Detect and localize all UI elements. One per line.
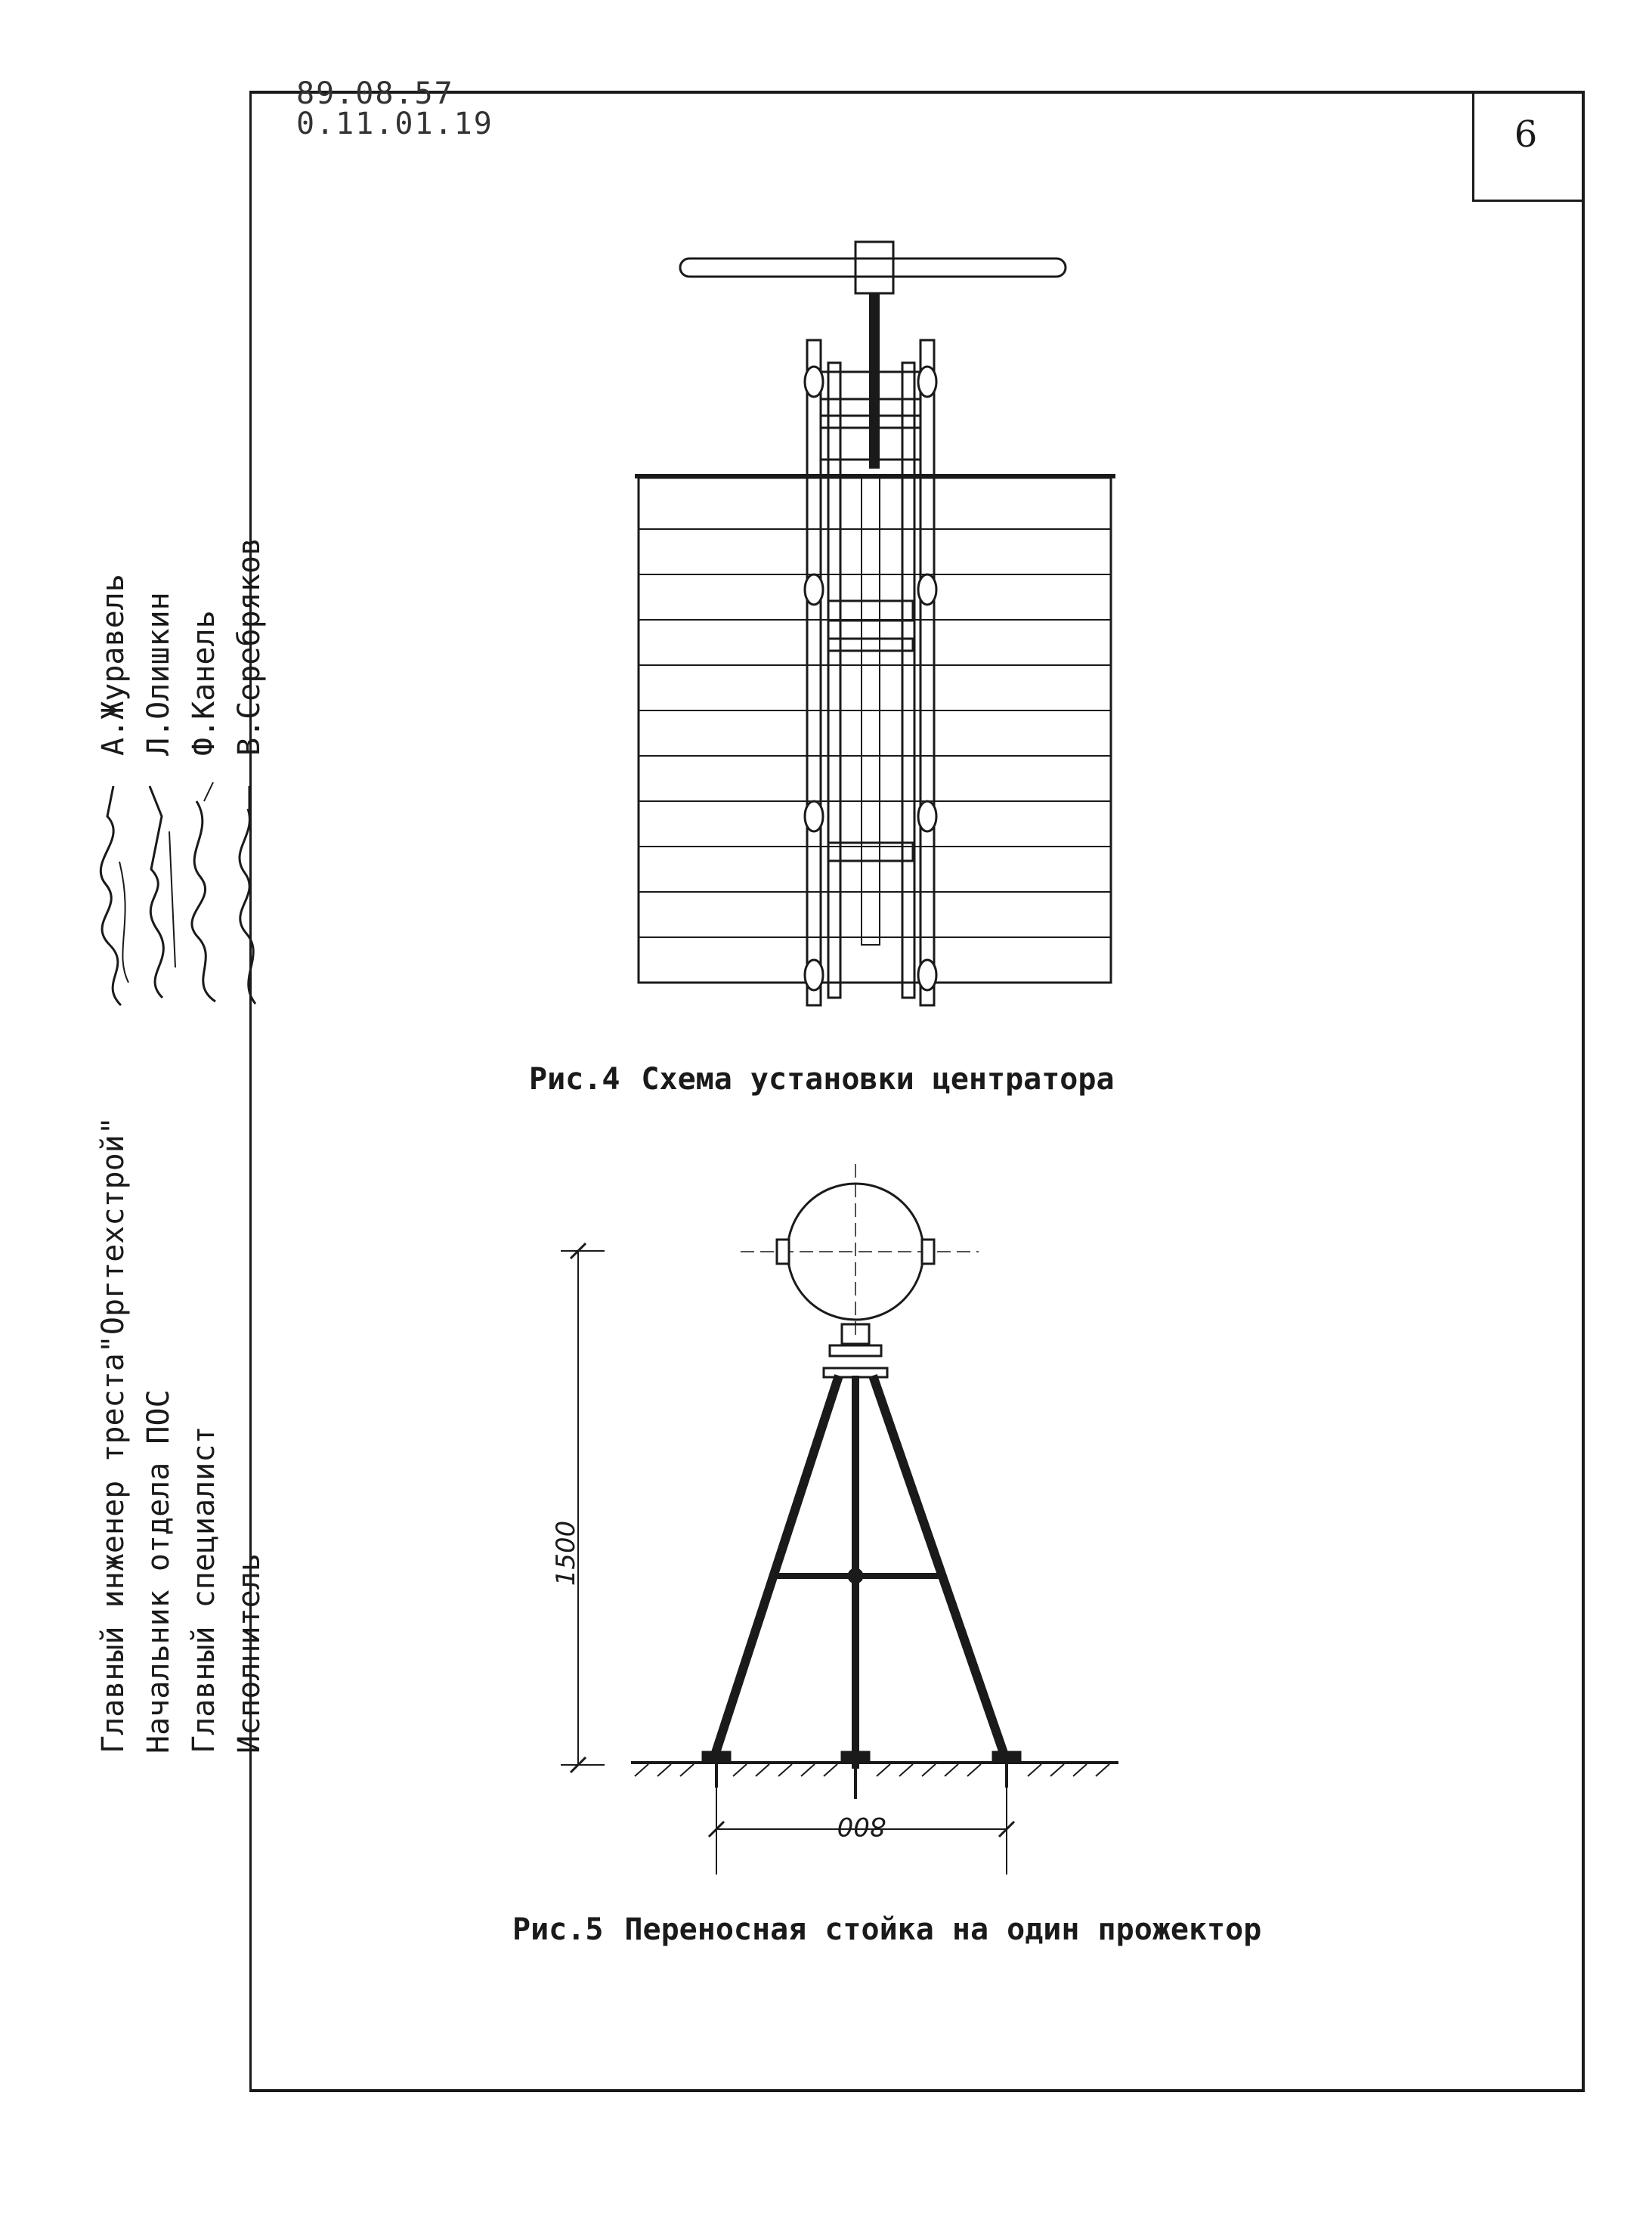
tripod-leg-right [873, 1376, 1005, 1757]
tripod-leg-left [714, 1376, 839, 1757]
approval-role: Исполнитель [232, 1553, 267, 1754]
figure-5-number: Рис.5 [512, 1912, 604, 1947]
approval-role: Начальник отдела ПОС [141, 1389, 176, 1754]
approval-person: В.Серебряков [232, 537, 267, 756]
figure-4-number: Рис.4 [529, 1062, 620, 1097]
ground-hatching [635, 1764, 1109, 1776]
figure-5-title: Переносная стойка на один прожектор [624, 1912, 1262, 1947]
approval-role: Главный специалист [187, 1426, 221, 1754]
height-dimension-label: 1500 [551, 1520, 581, 1587]
figure-4-title: Схема установки центратора [641, 1062, 1115, 1097]
approval-person: Ф.Канель [187, 610, 221, 756]
document-code: 89.08.57 [296, 76, 454, 111]
approval-role: Главный инженер треста"Оргтехстрой" [96, 1116, 131, 1754]
base-dimension-label: 800 [837, 1811, 886, 1841]
approval-person: Л.Олишкин [141, 592, 176, 756]
page-number: 6 [1514, 113, 1538, 156]
approval-person: А.Журавель [96, 574, 131, 756]
figure-5-caption [512, 1912, 1282, 1947]
document-code: 0.11.01.19 [296, 107, 493, 141]
